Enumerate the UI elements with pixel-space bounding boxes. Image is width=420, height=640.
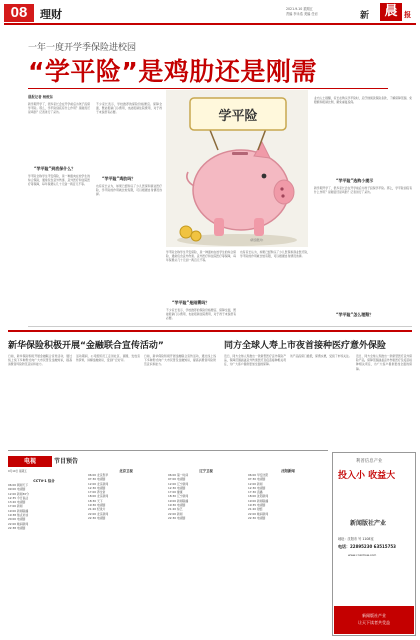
tv-row: 09:00 电视剧 <box>8 487 26 492</box>
story-paragraph: 近日，同方全球人寿推出一款新型医疗意外保险产品，保障范围涵盖意外伤害医疗及疫苗接种相关责任，为广大客户提供更加全面的保障。 <box>356 354 412 371</box>
tv-row: 12:00 北京新闻 <box>88 481 109 486</box>
tv-channel-name: 沈阳新闻 <box>281 469 295 473</box>
tv-row: 12:30 电视剧 <box>88 485 106 490</box>
tv-date: 9月10日 星期五 <box>8 470 27 473</box>
story-paragraph: 日前，新华保险积极开展金融联合宣传活动，通过线上线下多种形式向广大市民普及金融知识，提高消费者风险防范意识和能力。 <box>144 354 216 367</box>
tv-channel <box>248 468 328 520</box>
tv-channel-name: 辽宁卫视 <box>199 469 213 473</box>
tv-row: 12:00 新闻30分 <box>8 491 29 496</box>
section-title: 理财 <box>40 8 62 21</box>
masthead-left: 新 <box>360 11 370 21</box>
tv-row: 18:30 天下 <box>88 498 103 503</box>
lead-paragraph: 不少家长表示，学校推荐的保险价格便宜、保障全面，既能报销门诊费用，也能报销住院费用，对于孩子来说很有必要。 <box>166 308 236 321</box>
tv-row: 17:00 新闻 <box>8 504 23 509</box>
editor-line: 责编 李永浩 美编 任岩 <box>286 12 318 16</box>
tv-row: 22:30 电视剧 <box>88 515 106 520</box>
tv-row: 19:38 焦点访谈 <box>8 513 29 518</box>
tv-row: 22:30 电视剧 <box>248 515 266 520</box>
tv-row: 21:20 综艺 <box>168 507 183 512</box>
lead-byline: 晨报记者 杨俊东 <box>28 95 53 99</box>
tv-row: 21:20 财经 <box>248 507 263 512</box>
lead-paragraph: 也有家长认为，如果已经购买了少儿医保和商业医疗险，学平险的作用就比较有限，可以根据自身情况选择。 <box>96 184 162 197</box>
lead-paragraph: 新学期开学了，很多家长会在开学前后为孩子投保学平险。那么，学平险到底有什么作用？是刚需还是鸡肋？记者进行了采访。 <box>28 102 90 115</box>
lead-kicker: 一年一度开学季保险进校园 <box>28 43 137 53</box>
ad-address: 地址：沈阳市 号 1108室 <box>338 537 374 541</box>
story-paragraph: 该产品投保门槛低，保费实惠，受到了市场关注。 <box>290 354 352 358</box>
tv-row: 19:00 新闻联播 <box>168 498 189 503</box>
tv-channel <box>168 468 244 520</box>
tv-row: 17:00 健康 <box>168 490 183 495</box>
tv-row: 22:30 电视剧 <box>168 515 186 520</box>
lead-headline: “学平险”是鸡肋还是刚需 <box>28 57 317 86</box>
tv-row: 06:00 北京您早 <box>88 473 109 477</box>
tv-row: 19:00 新闻联播 <box>248 498 269 503</box>
ad-website: www.cnxnhsw.com <box>348 553 377 557</box>
tv-row: 17:00 养生堂 <box>88 490 106 495</box>
date-line: 2021.9.10 星期五 <box>286 7 313 11</box>
tv-row: 12:30 电视剧 <box>168 485 186 490</box>
tv-row: 19:30 电视剧 <box>88 503 106 508</box>
ad-subheadline: 新闻版社产业 <box>350 520 387 527</box>
tv-row: 07:30 电视剧 <box>88 477 106 482</box>
tv-row: 17:30 直播 <box>248 490 263 495</box>
tv-row: 22:00 晚间新闻 <box>8 521 29 526</box>
tv-row: 22:00 晚间新闻 <box>248 511 269 516</box>
tv-row: 18:00 北京新闻 <box>88 494 109 499</box>
lead-subhead: “学平险”鸡肋吗？ <box>102 176 136 181</box>
lead-paragraph: 不少家长表示，学校推荐的保险价格便宜、保障全面，既能报销门诊费用，也能报销住院费用，对于孩子来说很有必要。 <box>96 102 162 115</box>
page-header <box>0 0 420 34</box>
header-rule <box>4 23 416 25</box>
lead-subhead: “学平险”是刚需吗？ <box>172 300 210 305</box>
story-paragraph: 日前，新华保险积极开展金融联合宣传活动，通过线上线下多种形式向广大市民普及金融知识，提高消费者风险防范意识和能力。 <box>8 354 72 367</box>
ad-phone: 电话：22895230 63515753 <box>338 544 396 549</box>
lead-subhead: “学平险”选购小提示 <box>336 178 374 183</box>
ad-headline: 投入小 收益大 <box>338 471 396 481</box>
tv-row: 22:00 新闻 <box>168 511 183 516</box>
tv-row: 06:00 第一时间 <box>168 473 189 477</box>
tv-row: 19:35 电视剧 <box>248 503 266 508</box>
lead-paragraph: 学平险全称学生平安保险，是一种面向在校学生的综合保险，通常包含意外伤害、意外医疗和住院医疗等保障，每年保费从几十元到一两百元不等。 <box>28 174 90 187</box>
tv-section-title: 节目预告 <box>54 458 79 465</box>
tv-channel-name: 北京卫视 <box>119 469 133 473</box>
tv-row: 12:35 今日说法 <box>8 495 29 500</box>
lead-paragraph: 业内人士提醒，家长在购买学平险时，应仔细阅读保险条款，了解保障范围、免赔额和报销比例，避免重复投保。 <box>314 96 412 105</box>
tv-channel-name: CCTV-1 综合 <box>33 479 55 483</box>
lead-paragraph: 新学期开学了，很多家长会在开学前后为孩子投保学平险。那么，学平险到底有什么作用？是刚需还是鸡肋？记者进行了采访。 <box>314 186 412 195</box>
tv-row: 06:00 早安沈阳 <box>248 473 269 477</box>
ad-banner <box>334 606 414 634</box>
ad-top-text: 利普信息产业 <box>356 459 383 464</box>
tv-row: 18:30 辽宁新闻 <box>168 494 189 499</box>
tv-row: 12:00 新闻 <box>248 481 263 486</box>
tv-row: 12:00 辽宁新闻 <box>168 481 189 486</box>
lead-subhead: “学平险”怎么理赔？ <box>336 312 374 317</box>
tv-row: 20:00 电视剧 <box>8 517 26 522</box>
tv-channel <box>8 478 80 530</box>
tv-row: 13:20 电视剧 <box>8 500 26 505</box>
story-headline: 新华保险积极开展“金融联合宣传活动” <box>8 341 164 351</box>
tv-row: 19:30 电视剧 <box>168 503 186 508</box>
page-number: 08 <box>4 4 34 22</box>
tv-row: 22:00 北京新闻 <box>88 511 109 516</box>
tv-row: 12:30 电视剧 <box>248 485 266 490</box>
tv-channel <box>88 468 164 520</box>
lead-paragraph: 学平险全称学生平安保险，是一种面向在校学生的综合保险，通常包含意外伤害、意外医疗和住院医疗等保障，每年保费从几十元到一两百元不等。 <box>166 250 236 263</box>
story-headline: 同方全球人寿上市夜首接种医疗意外保险 <box>224 341 387 351</box>
photo-sign-text: 学平险 <box>218 109 258 124</box>
masthead-box: 晨 <box>380 3 402 21</box>
photo-caption: (新浪图片) <box>250 238 264 242</box>
ad-banner-line: 让天下读者共受益 <box>358 620 390 625</box>
lead-photo <box>166 90 308 247</box>
tv-row: 22:38 电视剧 <box>8 525 26 530</box>
lead-subhead: “学平险”到底保什么？ <box>34 166 76 171</box>
tv-row: 18:00 沈阳新闻 <box>248 494 269 499</box>
tv-row: 21:20 纪录片 <box>88 507 106 512</box>
story-paragraph: 近日，同方全球人寿推出一款新型医疗意外保险产品，保障范围涵盖意外伤害医疗及疫苗接种相关责任，为广大客户提供更加全面的保障。 <box>224 354 286 367</box>
tv-section-label: 电视 <box>8 456 52 467</box>
tv-row: 06:00 朝闻天下 <box>8 483 29 487</box>
lead-paragraph: 也有家长认为，如果已经购买了少儿医保和商业医疗险，学平险的作用就比较有限，可以根据自身情况选择。 <box>240 250 310 259</box>
piggy-bank-illustration <box>166 90 308 247</box>
section-divider <box>28 326 412 327</box>
story-paragraph: 活动期间，公司组织员工走进社区、商圈，发放宣传资料，讲解金融常识，受到广泛好评。 <box>76 354 140 363</box>
lower-rule <box>8 330 412 332</box>
ad-banner-line: 新闻版社产业 <box>362 613 386 618</box>
tv-row: 19:00 新闻联播 <box>8 508 29 513</box>
masthead-right: 报 <box>404 11 411 19</box>
tv-row: 07:30 电视剧 <box>248 477 266 482</box>
tv-rule <box>8 450 328 451</box>
tv-row: 07:00 电视剧 <box>168 477 186 482</box>
headline-rule <box>28 88 388 89</box>
